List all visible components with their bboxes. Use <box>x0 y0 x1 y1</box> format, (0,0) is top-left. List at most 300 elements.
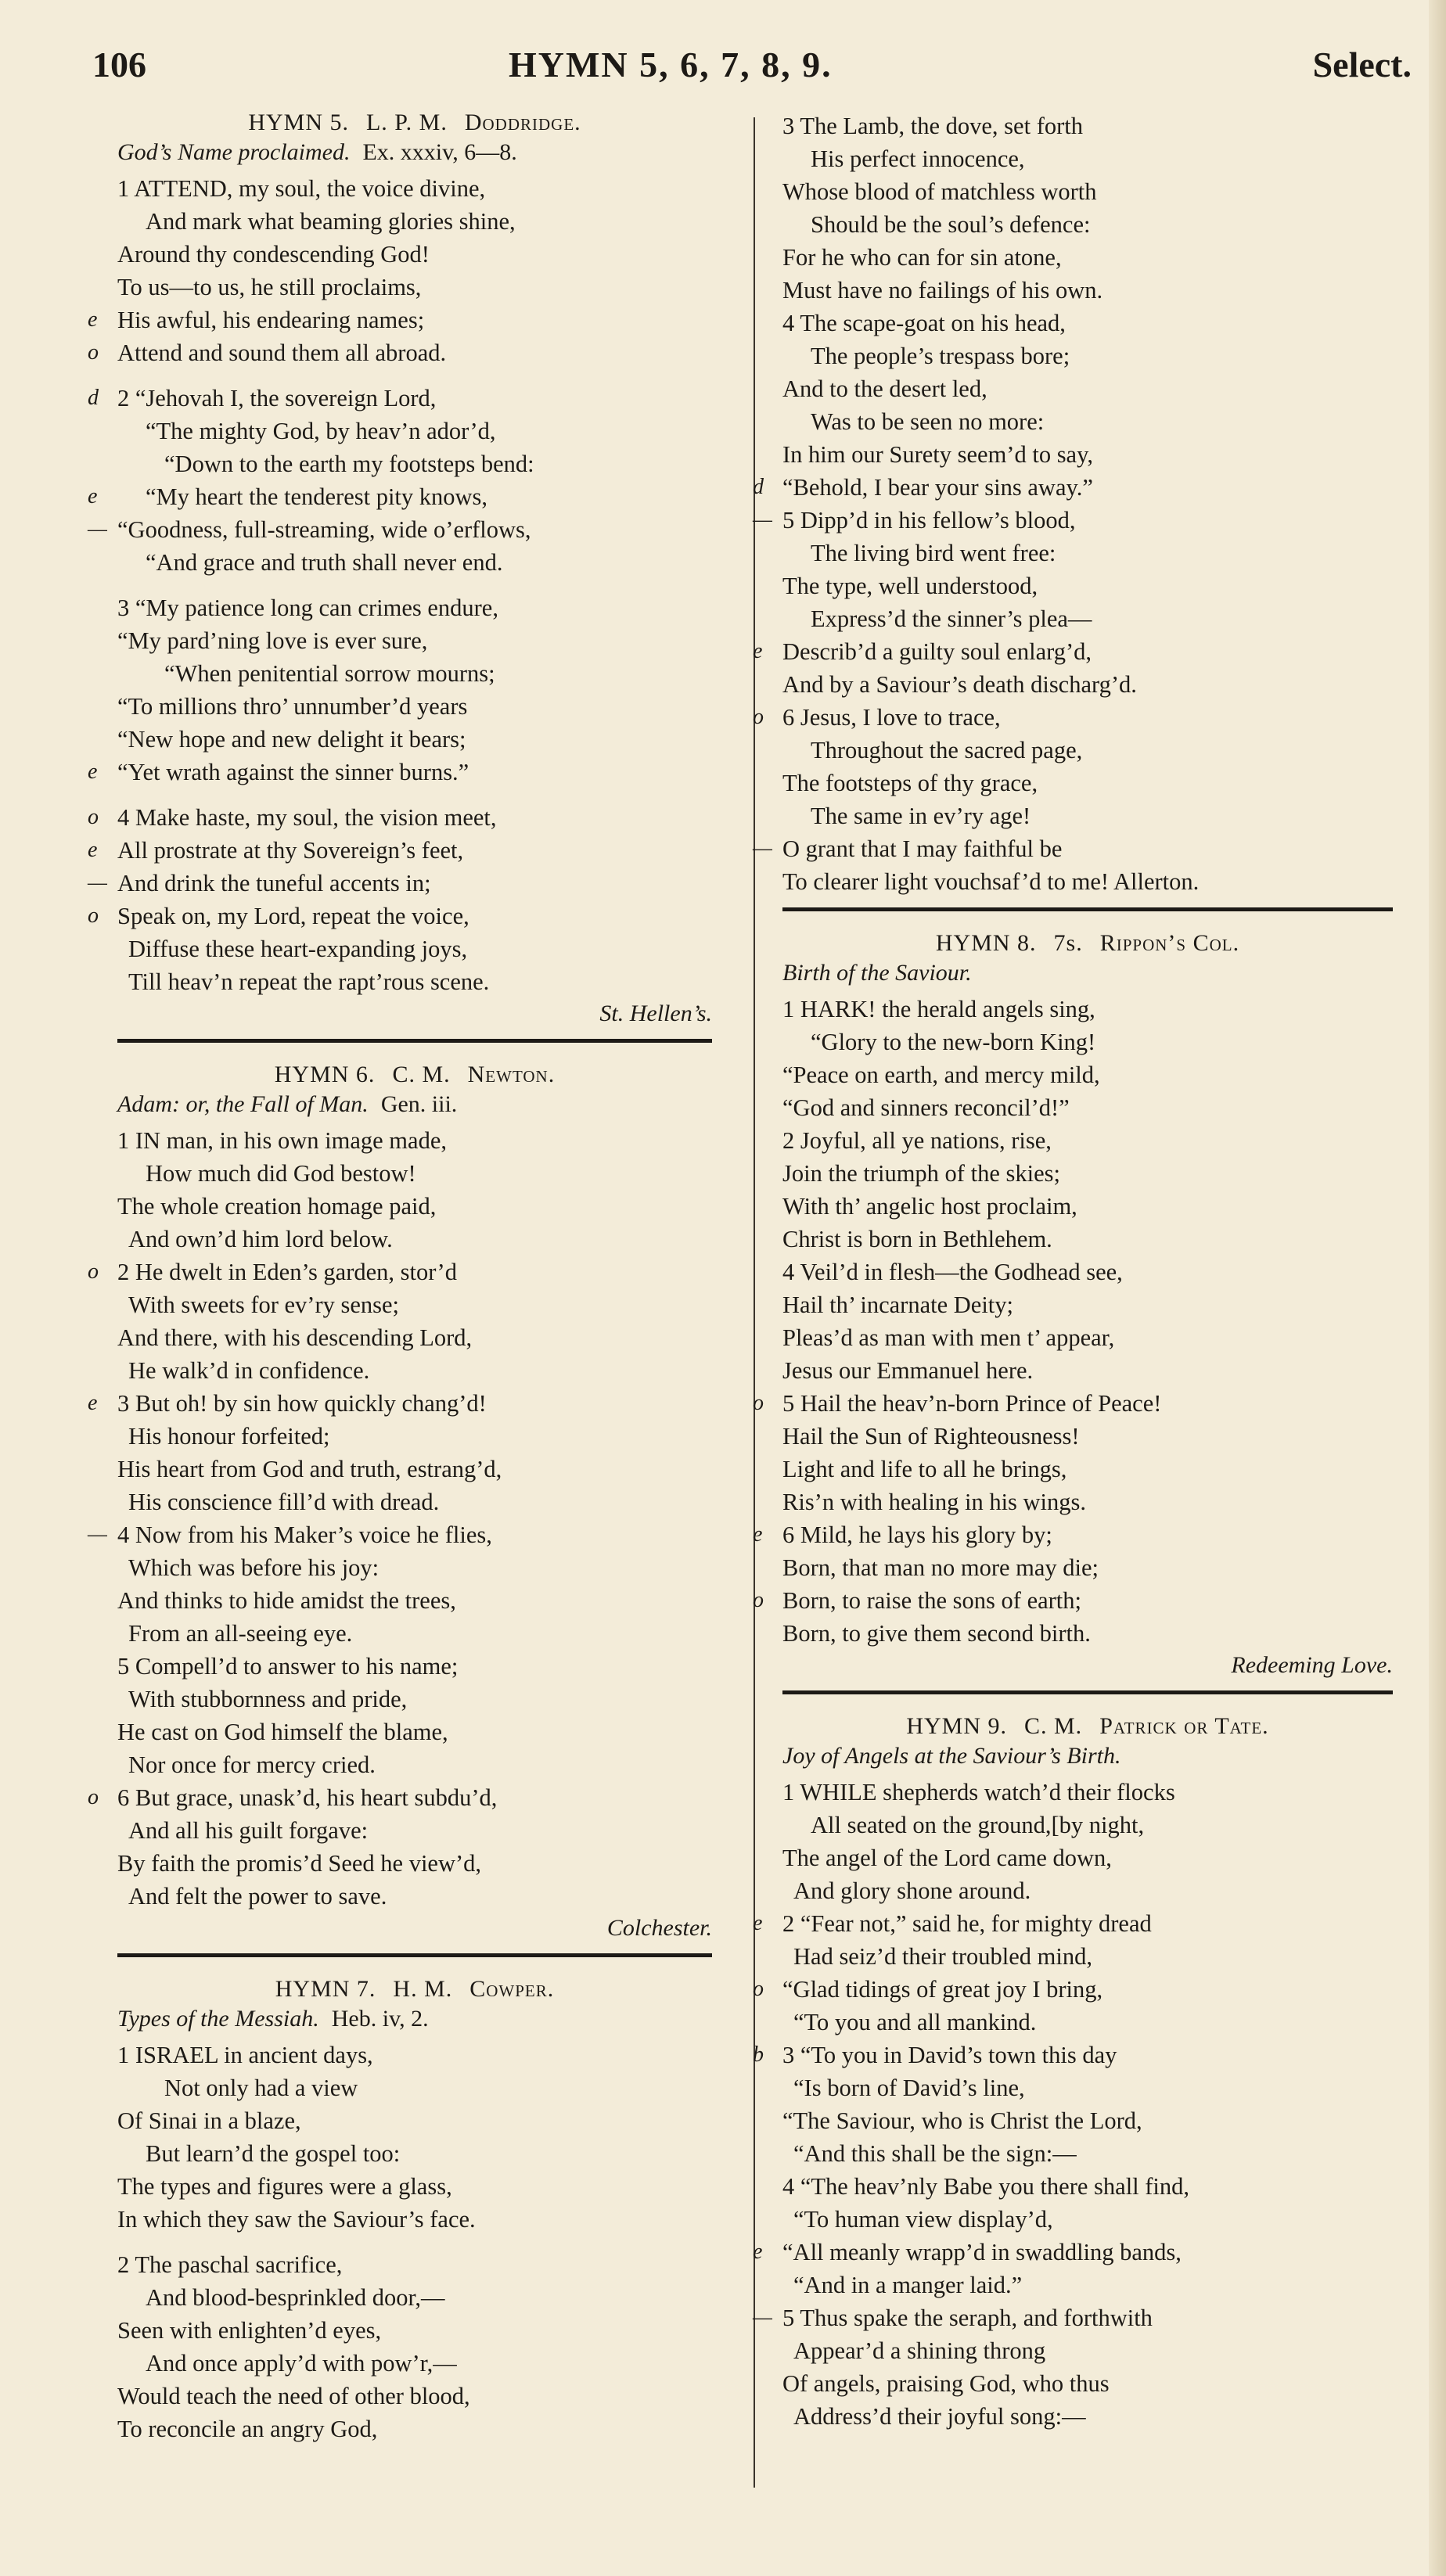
line-text: He walk’d in confidence. <box>128 1357 370 1384</box>
hymn-line <box>753 504 1393 537</box>
line-text: And blood-besprinkled door,— <box>146 2284 445 2311</box>
line-text: The whole creation homage paid, <box>117 1193 437 1220</box>
hymn-line <box>117 2281 712 2314</box>
hymn-line <box>117 1716 712 1748</box>
hymn-subject-text: Adam: or, the Fall of Man. <box>117 1091 369 1117</box>
hymn-line <box>782 2203 1393 2236</box>
line-text: Till heav’n repeat the rapt’rous scene. <box>128 968 490 995</box>
hymn-subject-text: Joy of Angels at the Saviour’s Birth. <box>782 1743 1121 1769</box>
line-text: Light and life to all he brings, <box>782 1456 1067 1482</box>
line-text: And drink the tuneful accents in; <box>117 870 431 896</box>
line-text: His perfect innocence, <box>811 146 1025 172</box>
line-text: Attend and sound them all abroad. <box>117 340 447 366</box>
tune-name: Redeeming Love. <box>1231 1652 1393 1678</box>
dynamic-mark: — <box>88 871 107 895</box>
line-text: 3 “To you in David’s town this day <box>782 2042 1117 2068</box>
hymn-line <box>782 274 1393 307</box>
line-text: “God and sinners reconcil’d!” <box>782 1094 1070 1121</box>
line-text: In which they saw the Saviour’s face. <box>117 2206 476 2233</box>
line-text: He cast on God himself the blame, <box>117 1719 448 1745</box>
hymn-line <box>88 1387 712 1420</box>
hymn-line <box>117 657 712 690</box>
hymn-line <box>117 2170 712 2203</box>
line-text: Speak on, my Lord, repeat the voice, <box>117 903 469 929</box>
dynamic-mark: b <box>753 2042 764 2067</box>
line-text: His heart from God and truth, estrang’d, <box>117 1456 502 1482</box>
hymn-line <box>88 513 712 546</box>
line-text: “All meanly wrapp’d in swaddling bands, <box>782 2239 1182 2265</box>
line-text: “When penitential sorrow mourns; <box>164 660 495 687</box>
hymn-line <box>117 1354 712 1387</box>
dynamic-mark: — <box>88 517 107 541</box>
hymn-line <box>782 1321 1393 1354</box>
line-text: “My heart the tenderest pity knows, <box>146 483 488 510</box>
hymn-line <box>117 1814 712 1847</box>
line-text: 5 Dipp’d in his fellow’s blood, <box>782 507 1076 534</box>
hymn-line <box>117 1683 712 1716</box>
hymn-line <box>117 690 712 723</box>
hymn-subject-text: Birth of the Saviour. <box>782 960 972 986</box>
hymn-line <box>782 2071 1393 2104</box>
hymn-header <box>117 110 712 136</box>
hymn-number: HYMN 5. <box>248 110 349 135</box>
line-text: And felt the power to save. <box>128 1883 387 1910</box>
line-text: And by a Saviour’s death discharg’d. <box>782 671 1137 698</box>
hymn-line <box>782 142 1393 175</box>
hymn-line <box>117 2104 712 2137</box>
dynamic-mark: o <box>88 904 99 928</box>
hymn-line <box>117 1617 712 1650</box>
dynamic-mark: o <box>753 1977 764 2001</box>
line-text: His awful, his endearing names; <box>117 307 425 333</box>
hymn-line <box>782 1551 1393 1584</box>
hymn-line <box>88 336 712 369</box>
hymn-line <box>782 1874 1393 1907</box>
line-text: Christ is born in Bethlehem. <box>782 1226 1052 1252</box>
line-text: For he who can for sin atone, <box>782 244 1062 271</box>
hymn-line <box>782 1420 1393 1453</box>
hymn-line <box>753 471 1393 504</box>
stanza-gap <box>117 579 712 591</box>
line-text: “And in a manger laid.” <box>793 2272 1023 2298</box>
hymn-line <box>782 2104 1393 2137</box>
line-text: But learn’d the gospel too: <box>146 2140 401 2167</box>
line-text: “Glory to the new-born King! <box>811 1029 1096 1055</box>
hymn-line <box>117 1420 712 1453</box>
line-text: 6 But grace, unask’d, his heart subdu’d, <box>117 1784 498 1811</box>
hymn-line <box>117 965 712 998</box>
hymn-line <box>782 175 1393 208</box>
line-text: And to the desert led, <box>782 375 987 402</box>
hymn-line <box>753 2236 1393 2269</box>
dynamic-mark: o <box>753 1391 764 1415</box>
line-text: Pleas’d as man with men t’ appear, <box>782 1324 1115 1351</box>
hymn-line <box>117 447 712 480</box>
hymn-line <box>117 546 712 579</box>
hymn-scripture: Heb. iv, 2. <box>331 2006 429 2032</box>
hymn-line <box>117 1650 712 1683</box>
hymn-line <box>782 1809 1393 1841</box>
stanza-gap <box>117 789 712 801</box>
hymn-subject <box>117 1091 712 1118</box>
hymn-divider <box>117 1039 712 1043</box>
hymn-line <box>753 2301 1393 2334</box>
hymn-subject <box>782 960 1393 986</box>
line-text: 5 Hail the heav’n-born Prince of Peace! <box>782 1390 1162 1417</box>
hymn-meter: L. P. M. <box>365 110 448 135</box>
hymn-line <box>753 701 1393 734</box>
hymn-line <box>88 480 712 513</box>
hymn-line <box>117 2071 712 2104</box>
hymn-author: Rippon’s Col. <box>1099 930 1240 956</box>
hymn-line <box>117 932 712 965</box>
line-text: 1 ISRAEL in ancient days, <box>117 2042 373 2068</box>
hymn-line <box>782 1486 1393 1518</box>
hymn-line <box>782 1124 1393 1157</box>
hymn-line <box>753 832 1393 865</box>
line-text: And there, with his descending Lord, <box>117 1324 473 1351</box>
hymn-line <box>782 1453 1393 1486</box>
dynamic-mark: d <box>88 386 99 410</box>
dynamic-mark: o <box>753 705 764 729</box>
hymn-line <box>782 1091 1393 1124</box>
hymn-author: Patrick or Tate. <box>1099 1713 1269 1739</box>
tune-name: St. Hellen’s. <box>599 1001 712 1026</box>
line-text: How much did God bestow! <box>146 1160 416 1187</box>
hymn-meter: 7s. <box>1053 930 1083 956</box>
hymn-header <box>782 1713 1393 1740</box>
line-text: Hail th’ incarnate Deity; <box>782 1292 1013 1318</box>
hymn-line <box>782 110 1393 142</box>
line-text: 1 IN man, in his own image made, <box>117 1127 447 1154</box>
line-text: Around thy condescending God! <box>117 241 430 268</box>
line-text: 6 Jesus, I love to trace, <box>782 704 1001 731</box>
hymn-number: HYMN 9. <box>906 1713 1007 1739</box>
hymn-line <box>753 1973 1393 2006</box>
hymn-line <box>117 2248 712 2281</box>
hymn-line <box>782 1776 1393 1809</box>
line-text: The angel of the Lord came down, <box>782 1845 1112 1871</box>
hymn-line <box>782 2269 1393 2301</box>
hymn-header <box>782 930 1393 957</box>
line-text: From an all-seeing eye. <box>128 1620 353 1647</box>
line-text: Hail the Sun of Righteousness! <box>782 1423 1080 1450</box>
dynamic-mark: e <box>88 838 98 862</box>
hymn-line <box>782 1617 1393 1650</box>
line-text: “Goodness, full-streaming, wide o’erflows, <box>117 516 531 543</box>
line-text: Describ’d a guilty soul enlarg’d, <box>782 638 1092 665</box>
hymn-line <box>117 2380 712 2413</box>
line-text: All prostrate at thy Sovereign’s feet, <box>117 837 464 864</box>
hymn-line <box>117 1321 712 1354</box>
line-text: Of Sinai in a blaze, <box>117 2107 301 2134</box>
dynamic-mark: e <box>88 760 98 784</box>
line-text: Not only had a view <box>164 2075 358 2101</box>
dynamic-mark: e <box>88 307 98 332</box>
hymn-line <box>753 1518 1393 1551</box>
hymn-line <box>782 2006 1393 2039</box>
hymn-divider <box>782 907 1393 911</box>
hymn-line <box>117 2314 712 2347</box>
line-text: The living bird went free: <box>811 540 1056 566</box>
hymn-header <box>117 1976 712 2003</box>
hymn-line <box>782 2367 1393 2400</box>
stanza-gap <box>117 2236 712 2248</box>
hymn-line <box>782 1256 1393 1288</box>
hymn-line <box>782 1058 1393 1091</box>
hymn-line <box>88 867 712 900</box>
line-text: To us—to us, he still proclaims, <box>117 274 422 300</box>
hymn-number: HYMN 8. <box>935 930 1037 956</box>
dynamic-mark: e <box>88 1391 98 1415</box>
line-text: Had seiz’d their troubled mind, <box>793 1943 1092 1970</box>
hymn-line <box>88 834 712 867</box>
hymn-line <box>782 799 1393 832</box>
line-text: “New hope and new delight it bears; <box>117 726 466 753</box>
dynamic-mark: — <box>88 1522 107 1547</box>
hymn-line <box>117 1453 712 1486</box>
line-text: “Yet wrath against the sinner burns.” <box>117 759 469 785</box>
running-head <box>92 44 1412 91</box>
hymn-line <box>782 340 1393 372</box>
hymn-line <box>117 1551 712 1584</box>
line-text: 2 “Fear not,” said he, for mighty dread <box>782 1910 1152 1937</box>
hymn-line <box>782 1354 1393 1387</box>
hymn-scripture: Ex. xxxiv, 6—8. <box>362 139 517 165</box>
dynamic-mark: o <box>88 1259 99 1284</box>
line-text: Was to be seen no more: <box>811 408 1045 435</box>
hymn-line <box>782 2334 1393 2367</box>
hymn-line <box>88 1518 712 1551</box>
line-text: “Is born of David’s line, <box>793 2075 1025 2101</box>
dynamic-mark: d <box>753 475 764 499</box>
hymn-line <box>117 2137 712 2170</box>
line-text: 4 Make haste, my soul, the vision meet, <box>117 804 497 831</box>
hymn-header <box>117 1062 712 1088</box>
hymn-line <box>782 1223 1393 1256</box>
hymn-subject <box>117 2006 712 2032</box>
line-text: The type, well understood, <box>782 573 1038 599</box>
stanza-gap <box>117 369 712 382</box>
line-text: To reconcile an angry God, <box>117 2416 378 2442</box>
line-text: 1 ATTEND, my soul, the voice divine, <box>117 175 486 202</box>
dynamic-mark: e <box>753 1522 763 1547</box>
hymn-line <box>782 2137 1393 2170</box>
line-text: The people’s trespass bore; <box>811 343 1070 369</box>
line-text: 1 WHILE shepherds watch’d their flocks <box>782 1779 1175 1805</box>
line-text: 1 HARK! the herald angels sing, <box>782 996 1095 1022</box>
line-text: 2 The paschal sacrifice, <box>117 2251 343 2278</box>
line-text: Throughout the sacred page, <box>811 737 1083 763</box>
line-text: 3 “My patience long can crimes endure, <box>117 595 498 621</box>
hymn-number: HYMN 7. <box>275 1976 376 2002</box>
hymn-line <box>782 569 1393 602</box>
hymn-author: Doddridge. <box>464 110 581 135</box>
hymn-line <box>117 723 712 756</box>
hymn-divider <box>117 1953 712 1957</box>
hymn-line <box>782 865 1393 898</box>
line-text: “To human view display’d, <box>793 2206 1053 2233</box>
line-text: “Glad tidings of great joy I bring, <box>782 1976 1103 2003</box>
hymn-line <box>117 2347 712 2380</box>
hymn-line <box>117 1847 712 1880</box>
hymn-line <box>117 415 712 447</box>
line-text: “Down to the earth my footsteps bend: <box>164 451 534 477</box>
hymn-line <box>117 1748 712 1781</box>
line-text: 4 Now from his Maker’s voice he flies, <box>117 1522 492 1548</box>
line-text: “The mighty God, by heav’n ador’d, <box>146 418 496 444</box>
line-text: 2 He dwelt in Eden’s garden, stor’d <box>117 1259 457 1285</box>
line-text: All seated on the ground,[by night, <box>811 1812 1145 1838</box>
hymn-line <box>782 241 1393 274</box>
hymn-line <box>782 405 1393 438</box>
hymn-line <box>782 1157 1393 1190</box>
hymn-line <box>782 602 1393 635</box>
hymn-line <box>782 1288 1393 1321</box>
hymn-scripture: Gen. iii. <box>380 1091 458 1117</box>
line-text: Join the triumph of the skies; <box>782 1160 1060 1187</box>
line-text: 3 The Lamb, the dove, set forth <box>782 113 1083 139</box>
hymn-line <box>117 271 712 304</box>
line-text: With sweets for ev’ry sense; <box>128 1292 400 1318</box>
dynamic-mark: e <box>753 639 763 663</box>
hymn-number: HYMN 6. <box>274 1062 376 1087</box>
hymn-line <box>117 238 712 271</box>
line-text: “The Saviour, who is Christ the Lord, <box>782 2107 1142 2134</box>
line-text: And all his guilt forgave: <box>128 1817 369 1844</box>
line-text: “Peace on earth, and mercy mild, <box>782 1062 1100 1088</box>
line-text: “And this shall be the sign:— <box>793 2140 1077 2167</box>
line-text: And once apply’d with pow’r,— <box>146 2350 457 2377</box>
line-text: His conscience fill’d with dread. <box>128 1489 440 1515</box>
hymn-line <box>782 1026 1393 1058</box>
dynamic-mark: e <box>753 1911 763 1935</box>
hymn-line <box>88 900 712 932</box>
line-text: Born, that man no more may die; <box>782 1554 1099 1581</box>
line-text: 2 “Jehovah I, the sovereign Lord, <box>117 385 437 411</box>
tune-name: Colchester. <box>606 1915 712 1941</box>
hymn-line <box>117 172 712 205</box>
line-text: O grant that I may faithful be <box>782 835 1063 862</box>
dynamic-mark: — <box>753 2305 772 2330</box>
hymn-line <box>782 767 1393 799</box>
hymn-line <box>782 537 1393 569</box>
line-text: The footsteps of thy grace, <box>782 770 1038 796</box>
line-text: Born, to give them second birth. <box>782 1620 1091 1647</box>
hymn-line <box>117 1880 712 1913</box>
hymn-line <box>88 756 712 789</box>
line-text: Express’d the sinner’s plea— <box>811 605 1092 632</box>
running-title: HYMN 5, 6, 7, 8, 9. <box>509 45 833 84</box>
line-text: In him our Surety seem’d to say, <box>782 441 1093 468</box>
hymn-line <box>117 1584 712 1617</box>
hymn-author: Newton. <box>467 1062 556 1087</box>
line-text: Diffuse these heart-expanding joys, <box>128 936 468 962</box>
hymn-line <box>753 1907 1393 1940</box>
hymn-subject-text: Types of the Messiah. <box>117 2006 319 2032</box>
line-text: The types and figures were a glass, <box>117 2173 452 2200</box>
line-text: And own’d him lord below. <box>128 1226 393 1252</box>
left-column <box>88 110 712 2445</box>
line-text: Nor once for mercy cried. <box>128 1751 376 1778</box>
hymn-line <box>88 1256 712 1288</box>
line-text: 5 Compell’d to answer to his name; <box>117 1653 459 1680</box>
hymn-line <box>782 438 1393 471</box>
line-text: His honour forfeited; <box>128 1423 330 1450</box>
hymn-line <box>753 635 1393 668</box>
hymn-line <box>782 2170 1393 2203</box>
line-text: To clearer light vouchsaf’d to me! Allerton. <box>782 868 1200 895</box>
page-number: 106 <box>92 45 146 84</box>
dynamic-mark: — <box>753 508 772 532</box>
line-text: And mark what beaming glories shine, <box>146 208 516 235</box>
hymn-subject <box>782 1743 1393 1769</box>
line-text: And thinks to hide amidst the trees, <box>117 1587 456 1614</box>
dynamic-mark: o <box>88 805 99 829</box>
hymn-subject-text: God’s Name proclaimed. <box>117 139 351 165</box>
line-text: 4 Veil’d in flesh—the Godhead see, <box>782 1259 1123 1285</box>
hymn-line <box>782 307 1393 340</box>
line-text: 5 Thus spake the seraph, and forthwith <box>782 2305 1153 2331</box>
line-text: With th’ angelic host proclaim, <box>782 1193 1077 1220</box>
hymn-line <box>117 1157 712 1190</box>
line-text: Of angels, praising God, who thus <box>782 2370 1110 2397</box>
hymn-line <box>753 2039 1393 2071</box>
hymn-line <box>117 2413 712 2445</box>
line-text: “And grace and truth shall never end. <box>146 549 503 576</box>
dynamic-mark: o <box>88 1785 99 1809</box>
line-text: 3 But oh! by sin how quickly chang’d! <box>117 1390 487 1417</box>
line-text: Seen with enlighten’d eyes, <box>117 2317 382 2344</box>
hymn-line <box>117 1190 712 1223</box>
line-text: Would teach the need of other blood, <box>117 2383 470 2409</box>
hymn-line <box>117 1486 712 1518</box>
dynamic-mark: o <box>88 340 99 365</box>
hymn-line <box>88 304 712 336</box>
line-text: The same in ev’ry age! <box>811 803 1031 829</box>
hymn-line <box>88 382 712 415</box>
dynamic-mark: o <box>753 1588 764 1612</box>
line-text: Address’d their joyful song:— <box>793 2403 1086 2430</box>
line-text: Must have no failings of his own. <box>782 277 1103 304</box>
hymn-line <box>782 2400 1393 2433</box>
line-text: 6 Mild, he lays his glory by; <box>782 1522 1052 1548</box>
hymn-line <box>782 734 1393 767</box>
line-text: Appear’d a shining throng <box>793 2337 1046 2364</box>
hymn-meter: H. M. <box>393 1976 453 2002</box>
hymn-line <box>753 1584 1393 1617</box>
dynamic-mark: — <box>753 836 772 860</box>
hymn-line <box>88 801 712 834</box>
line-text: “To millions thro’ unnumber’d years <box>117 693 468 720</box>
line-text: Whose blood of matchless worth <box>782 178 1097 205</box>
hymn-line <box>782 372 1393 405</box>
line-text: And glory shone around. <box>793 1877 1031 1904</box>
hymn-author: Cowper. <box>469 1976 555 2002</box>
line-text: Which was before his joy: <box>128 1554 379 1581</box>
line-text: Ris’n with healing in his wings. <box>782 1489 1087 1515</box>
line-text: Should be the soul’s defence: <box>811 211 1091 238</box>
line-text: 4 “The heav’nly Babe you there shall find, <box>782 2173 1190 2200</box>
line-text: With stubbornness and pride, <box>128 1686 408 1712</box>
hymn-subject <box>117 139 712 166</box>
line-text: Born, to raise the sons of earth; <box>782 1587 1082 1614</box>
hymn-line <box>782 1940 1393 1973</box>
page-edge <box>1429 0 1446 2576</box>
hymn-line <box>782 208 1393 241</box>
hymn-line <box>782 993 1393 1026</box>
hymn-line <box>117 624 712 657</box>
